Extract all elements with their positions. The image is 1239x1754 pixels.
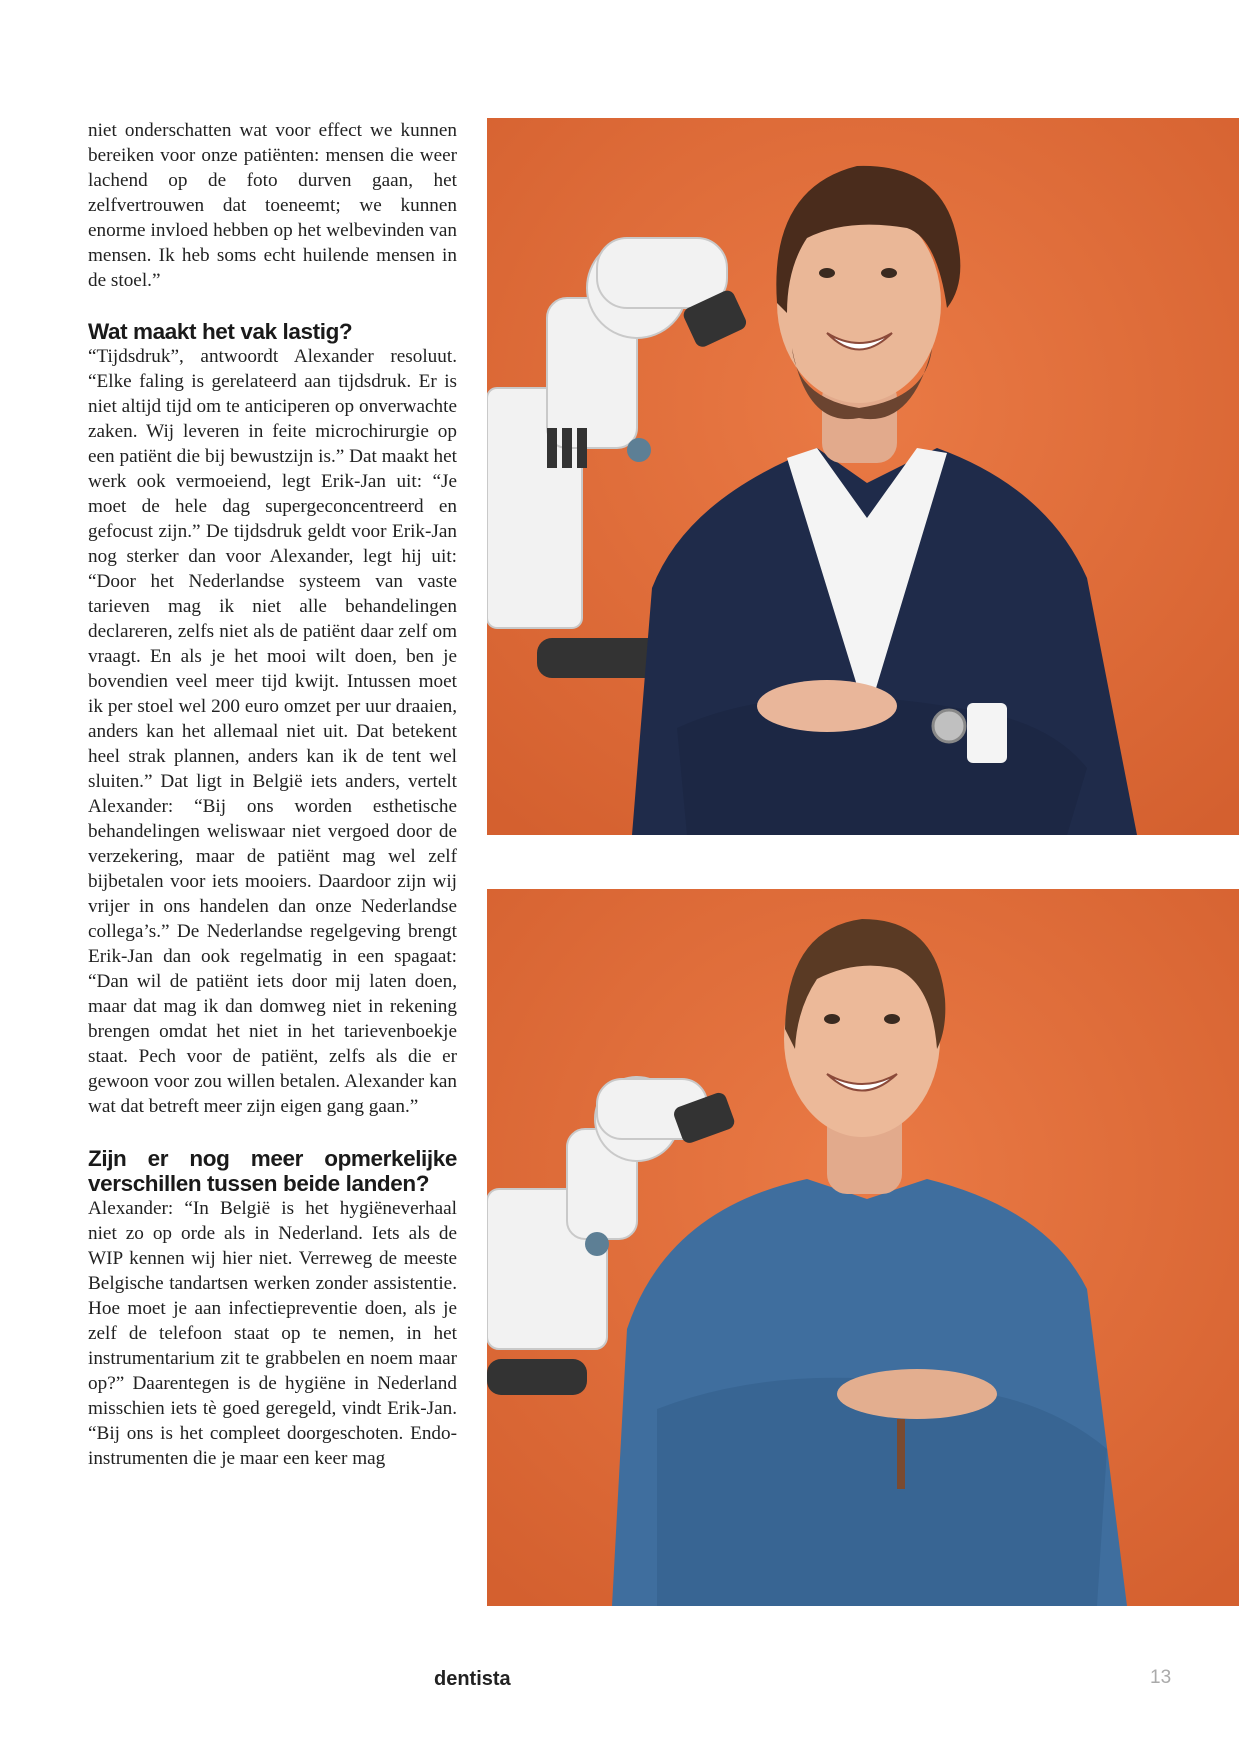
- portrait-photo-alexander: [487, 118, 1239, 835]
- page-number: 13: [1150, 1667, 1172, 1688]
- article-column: [88, 118, 457, 1471]
- portrait-photo-erik-jan: [487, 889, 1239, 1606]
- article-paragraph: Alexander: “In België is het hygiëneverhaal niet zo op orde als in Nederland. Iets als de WIP kennen wij hier niet. Verreweg de meeste Belgische tandartsen werken zonder assistentie. Hoe moet je aan infectiepreventie doen, als je zelf de telefoon staat op te nemen, in het instrumentarium zit te grabbelen en noem maar op?” Daarentegen is de hygiëne in Nederland misschien iets tè goed geregeld, vindt Erik-Jan. “Bij ons is het compleet doorgeschoten. Endo-instrumenten die je maar een keer mag: [88, 1198, 457, 1469]
- section-heading: Wat maakt het vak lastig?: [88, 319, 353, 344]
- article-paragraph: niet onderschatten wat voor effect we kunnen bereiken voor onze patiënten: mensen die weer lachend op de foto durven gaan, het zelfvertrouwen dat toeneemt; we kunnen enorme invloed hebben op het welbevinden van mensen. Ik heb soms echt huilende mensen in de stoel.”: [88, 120, 457, 291]
- footer-brand-logo: dentista: [434, 1668, 511, 1690]
- section-heading: Zijn er nog meer opmerkelijke verschillen tussen beide landen?: [88, 1146, 457, 1196]
- article-paragraph: “Tijdsdruk”, antwoordt Alexander resoluut. “Elke faling is gerelateerd aan tijdsdruk. Er is niet altijd tijd om te anticiperen op onverwachte zaken. Wij leveren in feite microchirurgie op een patiënt die bij bewustzijn is.” Dat maakt het werk ook vermoeiend, legt Erik-Jan uit: “Je moet de hele dag supergeconcentreerd en gefocust zijn.” De tijdsdruk geldt voor Erik-Jan nog sterker dan voor Alexander, legt hij uit: “Door het Nederlandse systeem van vaste tarieven mag ik niet alle behandelingen declareren, zelfs niet als de patiënt daar zelf om vraagt. En als je het mooi wilt doen, ben je bovendien veel meer tijd kwijt. Intussen moet ik per stoel wel 200 euro omzet per uur draaien, anders kan het allemaal niet uit. Dat betekent heel strak plannen, anders kan ik de tent wel sluiten.” Dat ligt in België iets anders, vertelt Alexander: “Bij ons worden esthetische behandelingen weliswaar niet vergoed door de verzekering, maar de patiënt mag wel zelf bijbetalen voor iets mooiers. Daardoor zijn wij vrijer in ons handelen dan onze Nederlandse collega’s.” De Nederlandse regelgeving brengt Erik-Jan dan ook regelmatig in een spagaat: “Dan wil de patiënt iets door mij laten doen, maar dat mag ik dan domweg niet in rekening brengen omdat het niet in het tarievenboekje staat. Pech voor de patiënt, zelfs als die er gewoon voor zou willen betalen. Alexander kan wat dat betreft meer zijn eigen gang gaan.”: [88, 346, 457, 1117]
